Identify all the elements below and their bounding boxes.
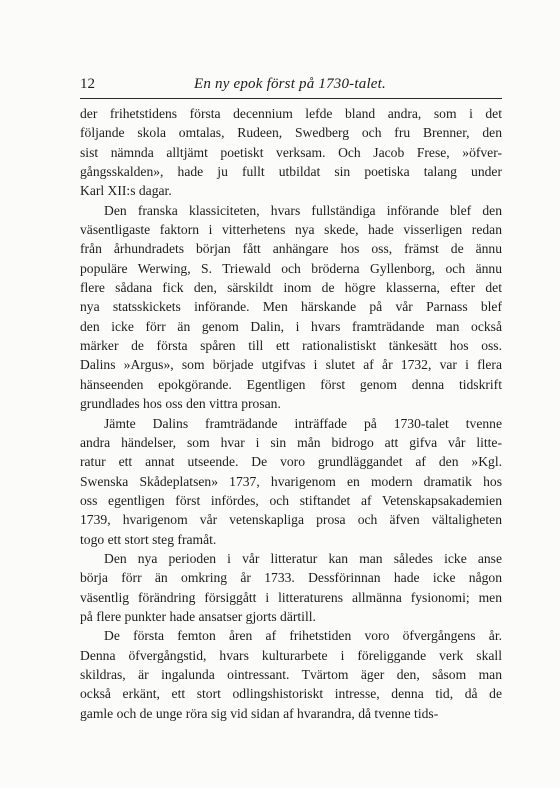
text-line: följande skola omtalas, Rudeen, Swedberg och fru Brenner, den	[80, 125, 502, 141]
text-line: väsentligaste faktorn i vitterhetens nya skede, hade visserligen redan	[80, 222, 502, 238]
text-line: skildras, är ingalunda ointressant. Tvärtom äger den, såsom man	[80, 666, 502, 682]
text-line: nya statsskickets införande. Men härskande på vår Parnass blef	[80, 299, 502, 315]
text-line: populäre Werwing, S. Triewald och bröderna Gyllenborg, och ännu	[80, 260, 502, 276]
text-line: flere sådana fick den, särskildt inom de högre klasserna, efter det	[80, 280, 502, 296]
text-line: gångsskalden», hade ju fullt utbildat sin poetiska talang under	[80, 164, 502, 180]
paragraph	[80, 104, 502, 201]
text-line: märker de första spåren till ett rationalistiskt tänkesätt hos oss.	[80, 338, 502, 354]
paragraph	[80, 414, 502, 549]
text-line: togo ett stort steg framåt.	[80, 531, 217, 547]
text-line: väsentlig förändring försiggått i litteraturens allmänna fysionomi; men	[80, 589, 502, 605]
text-line: Den franska klassiciteten, hvars fullständiga införande blef den	[104, 202, 502, 218]
text-line: börja förr än omkring år 1733. Dessförinnan hade icke någon	[80, 570, 502, 586]
text-line: oss egentligen först infördes, och stiftandet af Vetenskapsakademien	[80, 492, 502, 508]
text-line: ratur ett annat utseende. De voro grundläggandet af den »Kgl.	[80, 454, 502, 470]
text-line: hänseenden epokgörande. Egentligen först genom denna tidskrift	[80, 376, 502, 392]
text-line: Swenska Skådeplatsen» 1737, hvarigenom en modern dramatik hos	[80, 473, 502, 489]
text-line: Denna öfvergångstid, hvars kulturarbete i föreliggande verk skall	[80, 647, 502, 663]
running-title: En ny epok först på 1730-talet.	[193, 76, 386, 92]
text-line: grundlades hos oss den vittra prosan.	[80, 396, 281, 412]
text-line: der frihetstidens första decennium lefde bland andra, som i det	[80, 106, 502, 121]
text-line: Karl XII:s dagar.	[80, 183, 172, 199]
page-number: 12	[80, 76, 95, 92]
text-line: Den nya perioden i vår litteratur kan man således icke anse	[104, 550, 502, 566]
text-line: sist nämnda alltjämt poetiskt verksam. Och Jacob Frese, »öfver-	[80, 144, 502, 160]
paragraph	[80, 201, 502, 414]
text-line: Dalins »Argus», som började utgifvas i slutet af år 1732, var i flera	[80, 357, 502, 373]
body-text	[80, 104, 502, 723]
text-line: den icke förr än genom Dalin, i hvars framträdande man också	[80, 318, 502, 334]
text-line: De första femton åren af frihetstiden voro öfvergångens år.	[104, 628, 502, 644]
text-line: andra händelser, som hvar i sin mån bidrogo att gifva vår litte-	[80, 434, 502, 450]
text-line: Jämte Dalins framträdande inträffade på 1730-talet tvenne	[104, 415, 502, 431]
paragraph	[80, 549, 502, 626]
paragraph	[80, 626, 502, 723]
text-line: gamle och de unge röra sig vid sidan af hvarandra, då tvenne tids-	[80, 705, 439, 721]
text-line: 1739, hvarigenom vår vetenskapliga prosa och äfven vältaligheten	[80, 512, 502, 528]
running-head	[80, 74, 500, 96]
text-line: från århundradets början fått anhängare hos oss, främst de ännu	[80, 241, 502, 257]
text-line: också erkänt, ett stort odlingshistoriskt intresse, denna tid, då de	[80, 686, 502, 702]
text-line: på flere punkter hade ansatser gjorts därtill.	[80, 608, 316, 624]
header-rule	[80, 98, 502, 99]
